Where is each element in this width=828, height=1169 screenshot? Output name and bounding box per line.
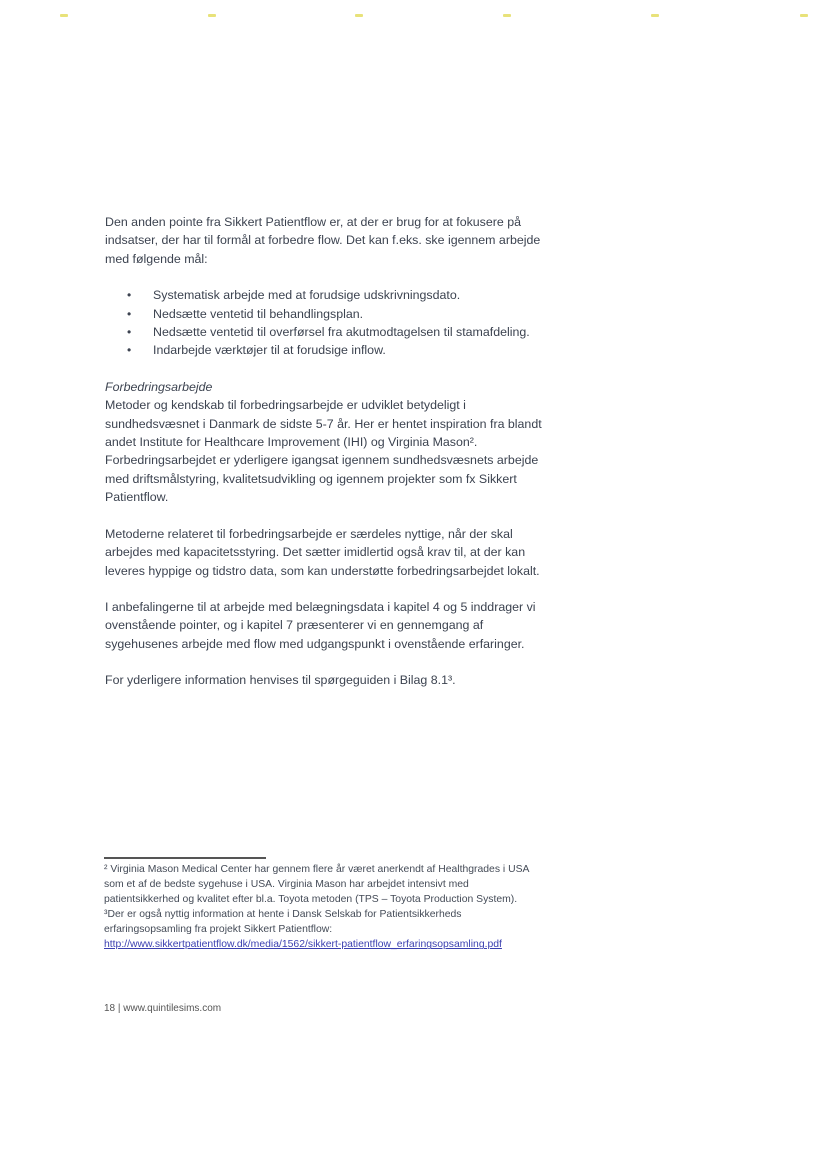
list-item: • Nedsætte ventetid til behandlingsplan.	[127, 305, 545, 323]
paragraph: I anbefalingerne til at arbejde med belægningsdata i kapitel 4 og 5 inddrager vi ovenstående pointer, og i kapitel 7 præsenterer vi en gennemgang af sygehusenes arbejde med flow med udgangspunkt i ovenstående erfaringer.	[105, 599, 536, 651]
scan-mark	[355, 14, 363, 17]
footnote-link[interactable]: http://www.sikkertpatientflow.dk/media/1562/sikkert-patientflow_erfaringsopsamling.pdf	[104, 939, 502, 951]
list-item: • Indarbejde værktøjer til at forudsige inflow.	[127, 341, 545, 359]
intro-paragraph: Den anden pointe fra Sikkert Patientflow er, at der er brug for at fokusere på indsatser, der har til formål at forbedre flow. Det kan f.eks. ske igennem arbejde med følgende mål:	[105, 215, 541, 266]
paragraph: Metoder og kendskab til forbedringsarbejde er udviklet betydeligt i sundhedsvæsnet i Danmark de sidste 5-7 år. Her er hentet inspiration fra blandt andet Institute for Healthcare Improvement (IHI) og Virginia Mason². Forbedringsarbejdet er yderligere igangsat igennem sundhedsvæsnets arbejde med driftsmålstyring, kvalitetsudvikling og igennem projekter som fx Sikkert Patientflow.	[105, 398, 542, 505]
paragraph: Metoderne relateret til forbedringsarbejde er særdeles nyttige, når der skal arbejdes med kapacitetsstyring. Det sætter imidlertid også krav til, at der kan leveres hyppige og tidstro data, som kan understøtte forbedringsarbejdet lokalt.	[105, 526, 540, 578]
scan-mark	[800, 14, 808, 17]
scan-mark	[503, 14, 511, 17]
footnote-3: ³Der er også nyttig information at hente i Dansk Selskab for Patientsikkerheds erfaringsopsamling fra projekt Sikkert Patientflow:	[104, 909, 462, 936]
section-heading: Forbedringsarbejde	[105, 379, 213, 394]
goal-list	[105, 286, 545, 360]
scan-mark	[651, 14, 659, 17]
body-text	[105, 213, 545, 690]
scan-marks	[0, 14, 828, 20]
footnote-divider	[104, 857, 266, 859]
footnote-2: ² Virginia Mason Medical Center har gennem flere år været anerkendt af Healthgrades i USA som et af de bedste sygehuse i USA. Virginia Mason har arbejdet intensivt med patientsikkerhed og kvalitet efter bl.a. Toyota metoden (TPS – Toyota Production System).	[104, 864, 529, 906]
list-item: • Nedsætte ventetid til overførsel fra akutmodtagelsen til stamafdeling.	[127, 323, 545, 341]
list-item: • Systematisk arbejde med at forudsige udskrivningsdato.	[127, 286, 545, 304]
page-footer: 18 | www.quintilesims.com	[104, 1003, 222, 1014]
footnotes	[104, 862, 544, 953]
paragraph: For yderligere information henvises til spørgeguiden i Bilag 8.1³.	[105, 673, 456, 688]
scan-mark	[60, 14, 68, 17]
scan-mark	[208, 14, 216, 17]
